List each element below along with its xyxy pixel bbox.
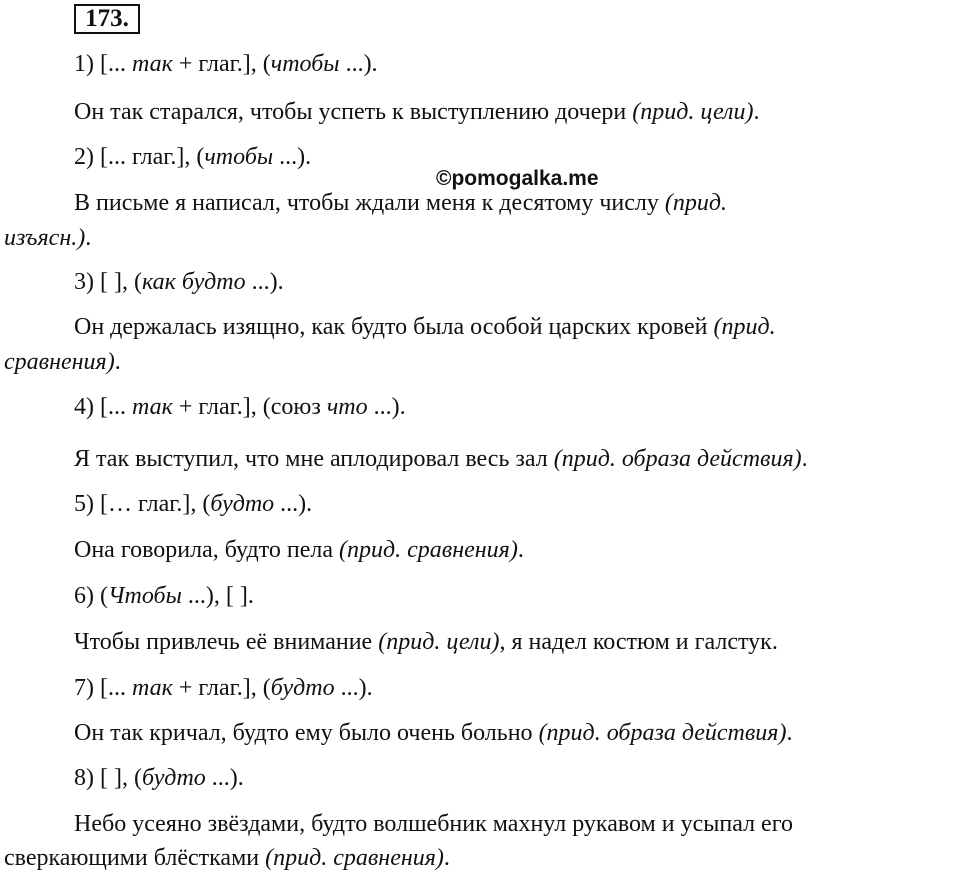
example-note: изъясн.) (4, 225, 86, 251)
scheme-4 (74, 393, 406, 421)
scheme-text: ...). (251, 269, 284, 295)
example-end: . (443, 845, 450, 871)
scheme-2 (74, 143, 311, 171)
scheme-text: 7) [... (74, 675, 126, 701)
example-end: . (114, 349, 121, 375)
example-8 (74, 810, 793, 838)
scheme-text: + глаг.], (союз (178, 394, 321, 420)
exercise-number: 173. (74, 4, 140, 34)
scheme-text: 5) [… глаг.], ( (74, 491, 211, 517)
scheme-5 (74, 490, 312, 518)
scheme-text: ...). (279, 144, 312, 170)
example-7 (74, 719, 792, 747)
example-3-cont (4, 348, 121, 376)
example-text: В письме я написал, чтобы ждали меня к десятому числу (74, 190, 659, 216)
example-note: сравнения) (4, 349, 115, 375)
example-text: Небо усеяно звёздами, будто волшебник махнул рукавом и усыпал его (74, 811, 793, 837)
watermark: ©pomogalka.me (436, 167, 599, 190)
scheme-word: чтобы (204, 144, 274, 170)
scheme-7 (74, 674, 373, 702)
scheme-word: что (326, 394, 368, 420)
example-end: . (801, 446, 808, 472)
example-2-cont (4, 224, 91, 252)
example-note: (прид. цели) (632, 99, 754, 125)
scheme-word: так (131, 51, 173, 77)
scheme-text: ...). (373, 394, 406, 420)
example-note: (прид. образа действия) (538, 720, 787, 746)
scheme-text: 1) [... (74, 51, 126, 77)
example-note: (прид. (713, 314, 776, 340)
example-note: (прид. сравнения) (339, 537, 518, 563)
scheme-text: ...), [ ]. (187, 583, 254, 609)
example-end: . (753, 99, 760, 125)
example-6 (74, 628, 778, 656)
example-text: Она говорила, будто пела (74, 537, 334, 563)
example-text: Он держалась изящно, как будто была особой царских кровей (74, 314, 708, 340)
scheme-text: ...). (345, 51, 378, 77)
scheme-word: Чтобы (107, 583, 182, 609)
scheme-text: ...). (211, 765, 244, 791)
example-4 (74, 445, 808, 473)
scheme-word: чтобы (270, 51, 340, 77)
example-1 (74, 98, 759, 126)
example-5 (74, 536, 524, 564)
example-text: Я так выступил, что мне аплодировал весь зал (74, 446, 548, 472)
example-text: Чтобы привлечь её внимание (74, 629, 373, 655)
scheme-text: 2) [... глаг.], ( (74, 144, 205, 170)
example-3 (74, 313, 776, 341)
scheme-text: 8) [ ], ( (74, 765, 142, 791)
scheme-1 (74, 50, 378, 78)
example-2 (74, 189, 727, 217)
scheme-word: так (131, 394, 173, 420)
example-end: . (85, 225, 92, 251)
example-8-cont (4, 844, 450, 872)
scheme-3 (74, 268, 284, 296)
scheme-word: будто (210, 491, 275, 517)
example-text: сверкающими блёстками (4, 845, 260, 871)
scheme-6 (74, 582, 254, 610)
scheme-text: ...). (280, 491, 313, 517)
scheme-word: будто (141, 765, 206, 791)
example-end: . (517, 537, 524, 563)
scheme-text: 6) ( (74, 583, 108, 609)
example-note: (прид. образа действия) (553, 446, 802, 472)
scheme-text: + глаг.], ( (178, 51, 271, 77)
scheme-word: как будто (141, 269, 246, 295)
example-note: (прид. сравнения) (265, 845, 444, 871)
example-end: , я надел костюм и галстук. (499, 629, 778, 655)
example-note: (прид. цели) (378, 629, 500, 655)
example-text: Он так кричал, будто ему было очень больно (74, 720, 533, 746)
scheme-text: ...). (340, 675, 373, 701)
example-end: . (786, 720, 793, 746)
scheme-word: будто (270, 675, 335, 701)
example-text: Он так старался, чтобы успеть к выступлению дочери (74, 99, 627, 125)
scheme-text: 4) [... (74, 394, 126, 420)
scheme-text: 3) [ ], ( (74, 269, 142, 295)
scheme-8 (74, 764, 244, 792)
scheme-word: так (131, 675, 173, 701)
example-note: (прид. (664, 190, 727, 216)
scheme-text: + глаг.], ( (178, 675, 271, 701)
